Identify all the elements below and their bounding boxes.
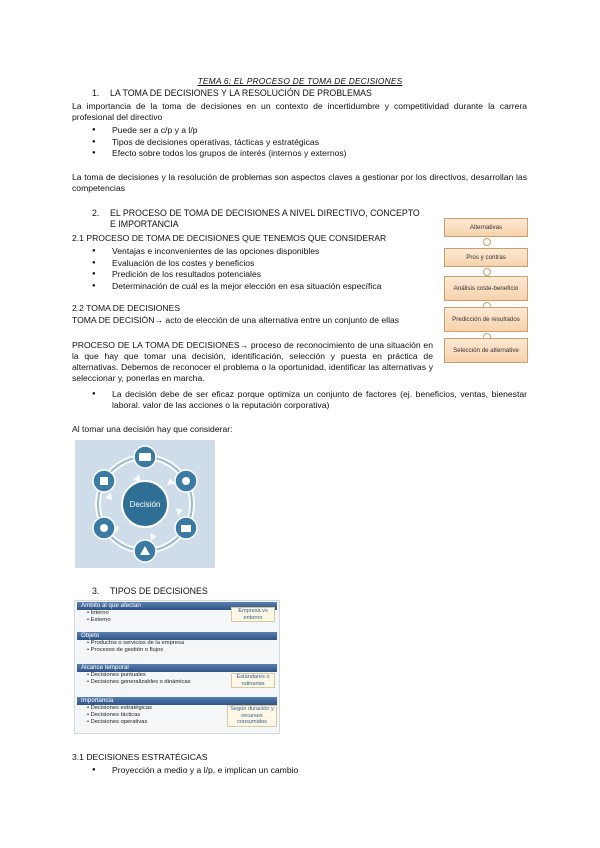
section-3-title: TIPOS DE DECISIONES [110, 586, 208, 596]
list-item: ● Tipos de decisiones operativas, tácticas y estratégicas [92, 137, 347, 149]
section-1-number: 1. [92, 88, 100, 98]
types-item: • Interno [87, 610, 109, 616]
types-item: • Decisiones estratégicas [87, 705, 152, 711]
list-item: ● Puede ser a c/p y a l/p [92, 125, 347, 137]
section-1-paragraph: La toma de decisiones y la resolución de problemas son aspectos claves a gestionar por los directivos, desarrollan las competencias [72, 172, 527, 193]
section-2-1-heading: 2.1 PROCESO DE TOMA DE DECISIONES QUE TENEMOS QUE CONSIDERAR [72, 233, 387, 243]
types-note: Empresa vs entorno [231, 607, 275, 622]
decision-cycle-graphic [75, 440, 215, 568]
section-2-2-heading: 2.2 TOMA DE DECISIONES [72, 303, 181, 313]
section-3-number: 3. [92, 586, 100, 596]
types-item: • Decisiones tácticas [87, 712, 141, 718]
section-3-1-heading: 3.1 DECISIONES ESTRATÉGICAS [72, 752, 208, 762]
flow-connector [483, 238, 491, 246]
types-section [77, 632, 277, 654]
flow-step: Pros y contras [444, 248, 528, 267]
flow-step: Predicción de resultados [444, 307, 528, 332]
section-1-intro: La importancia de la toma de decisiones en un contexto de incertidumbre y competitividad durante la carrera profesional del directivo [72, 101, 527, 122]
section-1-title: LA TOMA DE DECISIONES Y LA RESOLUCIÓN DE PROBLEMAS [110, 88, 372, 98]
list-item: ● Predición de los resultados potenciales [92, 269, 381, 281]
types-note: Estándares o rutinarias [231, 673, 275, 688]
types-section-header: Importancia [77, 697, 277, 705]
flow-step: Análisis coste-beneficio [444, 276, 528, 301]
consider-label: Al tomar una decisión hay que considerar: [72, 424, 233, 434]
section-2-heading [92, 208, 422, 230]
types-section-header: Objeto [77, 632, 277, 640]
list-item: ● Proyección a medio y a l/p, e implican un cambio [92, 765, 298, 777]
section-2-title-line2: E IMPORTANCIA [110, 219, 179, 229]
list-item: ● Ventajas e inconvenientes de las opciones disponibles [92, 246, 381, 258]
types-item: • Externo [87, 617, 111, 623]
diagram-center-label: Decisión [129, 500, 161, 509]
section-2-2-bullets [92, 389, 527, 411]
types-item: • Decisiones puntuales [87, 672, 146, 678]
decision-factors-diagram [75, 440, 215, 568]
section-2-title-line1: EL PROCESO DE TOMA DE DECISIONES A NIVEL DIRECTIVO, CONCEPTO [110, 208, 420, 218]
section-1-bullets [92, 125, 347, 160]
list-item: ● La decisión debe de ser eficaz porque optimiza un conjunto de factores (ej. beneficios, ventas, bienestar laboral. valor de las acciones o la reputación corporativa) [92, 389, 527, 411]
flow-connector [483, 268, 491, 276]
decision-process-paragraph: PROCESO DE LA TOMA DE DECISIONES→ proceso de reconocimiento de una situación en la que hay que tomar una decisión, identificación, selección y puesta en práctica de alternativas. Debemos de reconocer el problema o la oportunidad, identificar las alternativas y seleccionar y, ponerlas en marcha. [72, 340, 433, 383]
types-item: • Procesos de gestión o flujos [87, 647, 164, 653]
document-title: TEMA 6: EL PROCESO DE TOMA DE DECISIONES [197, 76, 403, 86]
types-section-header: Alcance temporal [77, 664, 277, 672]
types-item: • Decisiones operativas [87, 719, 148, 725]
decision-definition: TOMA DE DECISIÓN→ acto de elección de una alternativa entre un conjunto de ellas [72, 315, 400, 325]
section-3-heading [92, 586, 208, 597]
types-item: • Decisiones generalizables o dinámicas [87, 679, 191, 685]
list-item: ● Determinación de cuál es la mejor elección en esa situación específica [92, 281, 381, 293]
list-item: ● Efecto sobre todos los grupos de interés (internos y externos) [92, 148, 347, 160]
section-2-1-bullets [92, 246, 381, 292]
types-note: Según duración y recursos consumidos [227, 705, 277, 727]
section-3-1-bullets [92, 765, 298, 777]
types-item: • Productos o servicios de la empresa [87, 640, 185, 646]
decision-types-table [74, 600, 280, 734]
flow-step: Selección de alternative [444, 338, 528, 363]
section-2-number: 2. [92, 208, 100, 218]
section-1-heading [92, 88, 372, 99]
list-item: ● Evaluación de los costes y beneficios [92, 258, 381, 270]
types-section-header: Ámbito al que afectan [77, 602, 277, 610]
flow-step: Alternativas [444, 218, 528, 237]
